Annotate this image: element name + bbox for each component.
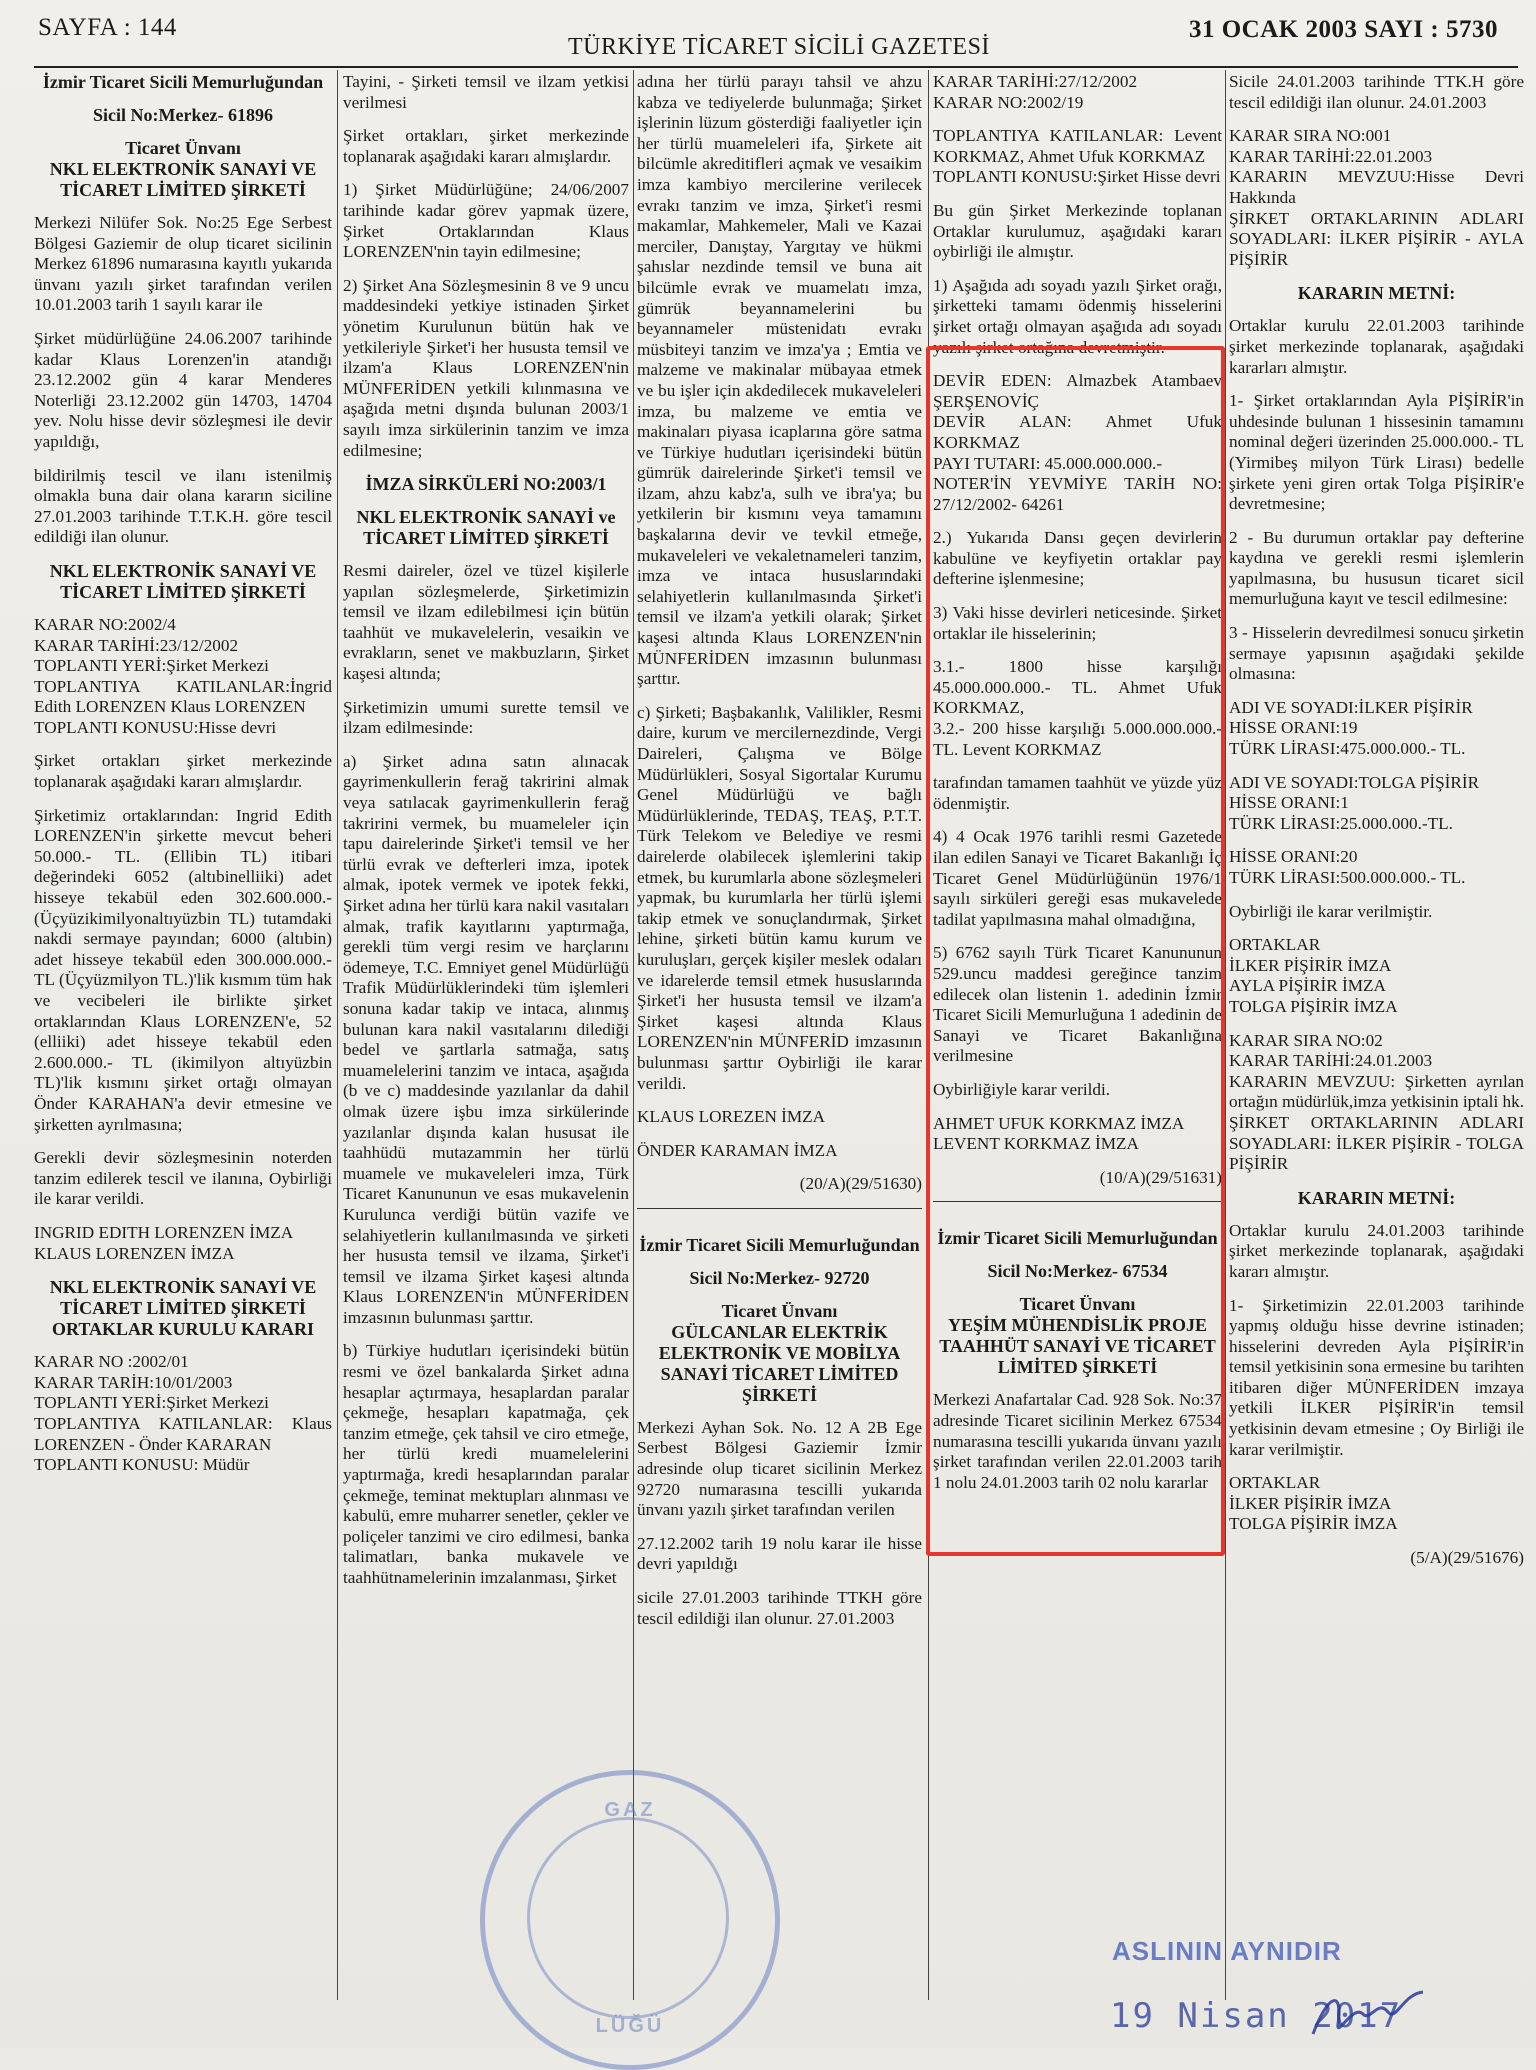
column-divider <box>633 70 634 2000</box>
header-rule <box>34 66 1518 68</box>
paragraph: ORTAKLAR İLKER PİŞİRİR İMZA AYLA PİŞİRİR İMZA TOLGA PİŞİRİR İMZA <box>1229 935 1398 1016</box>
paragraph: Şirketimiz ortaklarından: Ingrid Edith LORENZEN'in şirkette mevcut beheri 50.000.- TL. (Ellibin TL) itibari değerindeki 6052 (altıbinelliiki) adet hisseye tekabül eden 302.600.000.-(Üçyüzikimilyonaltıyüzbin TL) tutamdaki nakdi sermaye payından; 6000 (altıbin) adet hisseye tekabül eden 300.000.000.- TL (Üçyüzmilyon TL.)'lik kısmım tüm hak ve vecibeleri ile birlikte şirket ortaklarından Klaus LORENZEN'e, 52 (elliiki) adet hisseye tekabül eden 2.600.000.- TL (ikimilyon altıyüzbin TL)'lik kısmını şirket ortağı olmayan Önder KARAHAN'a devir etmesine ve şirketten ayrılmasına; <box>34 805 332 1134</box>
section-heading: Ticaret Ünvanı GÜLCANLAR ELEKTRİK ELEKTRONİK VE MOBİLYA SANAYİ TİCARET LİMİTED ŞİRKETİ <box>658 1300 901 1405</box>
paragraph: 5) 6762 sayılı Türk Ticaret Kanununun 529.uncu maddesi gereğince tanzim edilecek olan listenin 1. adedinin İzmir Ticaret Sicili Memurluğuna 1 adedinin de Sanayi ve Ticaret Bakanlığına verilmesine <box>933 943 1222 1066</box>
paragraph: ADI VE SOYADI:İLKER PİŞİRİR HİSSE ORANI:19 TÜRK LİRASI:475.000.000.- TL. <box>1229 697 1473 759</box>
paragraph: 2 - Bu durumun ortaklar pay defterine kaydına ve gerekli resmi işlemlerin yapılmasına, bu hususun ticaret sicil memurluğuna kayıt ve tescil edilmesine: <box>1229 527 1524 609</box>
section-heading: İzmir Ticaret Sicili Memurluğundan <box>42 72 324 92</box>
seal-inner-ring <box>527 1817 729 2019</box>
official-seal <box>480 1770 780 2070</box>
paragraph: c) Şirketi; Başbakanlık, Valilikler, Resmi daire, kurum ve mercilernezdinde, Vergi Daireleri, Çalışma ve Bölge Müdürlükleri, Sosyal Sigortalar Kurumu Genel Müdürlüğü ve bağlı Müdürlüklerinde, TEDAŞ, TEAŞ, P.T.T. Türk Telekom ve Belediye ve resmi dairelerde olabilecek işlemlerini takip etmek, bu kurumlarla abone sözleşmeleri yapmak, bu kurumlarla her türlü işlemi takip etmek ve sonuçlandırmak, Şirket lehine, şirketi bütün kamu kurum ve kuruluşları, gerçek kişiler meslek odaları ve idarelerde temsil etmek hususlarında Şirket'i her hususta temsil ve ilzam'a Şirket kaşesi altında Klaus LORENZEN'nin MÜNFERİD imzasının bulunması şarttır Oybirliği ile karar verildi. <box>637 702 922 1093</box>
paragraph: Merkezi Anafartalar Cad. 928 Sok. No:37 adresinde Ticaret sicilinin Merkez 67534 numarasına tescilli yukarıda ünvanı yazılı şirket tarafından verilen 22.01.2003 tarih 1 nolu 24.01.2003 tarih 02 nolu kararlar <box>933 1390 1222 1492</box>
section-heading: Sicil No:Merkez- 61896 <box>93 105 273 125</box>
paragraph: Resmi daireler, özel ve tüzel kişilerle yapılan sözleşmelerde, Şirketimizin temsil ve ilzam edilebilmesi için bütün taahhüt ve mukavelelerin, vesaikin ve evrakların, senet ve makbuzların, Şirket kaşesi altında; <box>343 561 629 684</box>
paragraph: INGRID EDITH LORENZEN İMZA KLAUS LORENZEN İMZA <box>34 1222 294 1263</box>
reference-code: (10/A)(29/51631) <box>1099 1167 1222 1187</box>
paragraph: bildirilmiş tescil ve ilanı istenilmiş olmakla buna dair olana kararın siciline 27.01.2003 tarihinde T.T.K.H. göre tescil edildiği ilan olunur. <box>34 465 332 547</box>
page-number: SAYFA : 144 <box>38 14 177 41</box>
paragraph: Ortaklar kurulu 24.01.2003 tarihinde şirket merkezinde toplanarak, aşağıdaki kararı almıştır. <box>1229 1220 1524 1281</box>
paragraph: KARAR NO:2002/4 KARAR TARİHİ:23/12/2002 TOPLANTI YERİ:Şirket Merkezi TOPLANTIYA KATILANLAR:İngrid Edith LORENZEN Klaus LORENZEN TOPLANTI KONUSU:Hisse devri <box>34 614 332 737</box>
paragraph: adına her türlü parayı tahsil ve ahzu kabza ve tediyelerde bulunmağa; Şirket işlerinin lüzum gösterdiği faaliyetler için her türlü muameleleri ifa, Şirkete ait bilcümle akreditifleri açmak ve vesaikim imza kambiyo mercilerine verilecek evrakı tanzim ve imza, Şirket'i resmi makamlar, Mahkemeler, Mali ve Kazai merciler, Danıştay, Yargıtay ve hükmi şahıslar nezdinde temsil ve buna ait bilcümle evrak ve muamelatı imza, gümrük beyannamelerini bu beyannameler müstenidatı evrakı müsbiteyi tanzim ve imza'ya ; Emtia ve malzeme ve makinalar mübayaa etmek ve bu işler için akdedilecek mukaveleleri imza, bu malzeme ve emtia ve makinaları piyasa icaplarına göre satma ve Türkiye hudutları içerisindeki bütün gümrük dairelerinde Şirket'i temsil ve ilzam, ahzu kabz'a, sulh ve ibra'ya; bu yetkilerin bir kısmını veya tamamını başkalarına devir ve tevkil etmeğe, mukaveleleri ve vekaletnameleri tanzim, imza ve intaca hususlarındaki selahiyetlerin kullanılmasında Şirket'i temsil ve ilzam'a yetkili olarak; Şirket kaşesi altında Klaus LORENZEN'nin MÜNFERİDEN imzasının bulunması şarttır. <box>637 72 922 689</box>
paragraph: KARAR SIRA NO:001 KARAR TARİHİ:22.01.2003 KARARIN MEVZUU:Hisse Devri Hakkında ŞİRKET ORTAKLARININ ADLARI SOYADLARI: İLKER PİŞİRİR - AYLA PİŞİRİR <box>1229 126 1524 269</box>
section-heading: KARARIN METNİ: <box>1297 283 1456 304</box>
seal-text-bottom: LÜĞÜ <box>595 2015 665 2037</box>
paragraph: 1) Aşağıda adı soyadı yazılı Şirket orağı, şirketteki tamamı ödenmiş hisselerini şirket ortağı olmayan aşağıda adı soyadı yazılı şirket ortağına devretmiştir. <box>933 275 1222 357</box>
paragraph: 1) Şirket Müdürlüğüne; 24/06/2007 tarihinde kadar görev yapmak üzere, Şirket Ortaklarından Klaus LORENZEN'nin tayin edilmesine; <box>343 180 629 262</box>
column-divider <box>337 70 338 2000</box>
paragraph: 1- Şirket ortaklarından Ayla PİŞİRİR'in uhdesinde bulunan 1 hissesinin tamamını nominal değeri üzerinden 25.000.000.- TL (Yirmibeş milyon Türk Lirası) bedelle şirkete yeni giren ortak Tolga PİŞİRİR'e devretmesine; <box>1229 391 1524 514</box>
section-heading: KARARIN METNİ: <box>1297 1187 1456 1208</box>
column-divider <box>1225 70 1226 2000</box>
paragraph: ORTAKLAR İLKER PİŞİRİR İMZA TOLGA PİŞİRİR İMZA <box>1229 1473 1398 1534</box>
seal-text-top: GAZ <box>604 1799 656 1821</box>
paragraph: Sicile 24.01.2003 tarihinde TTK.H göre tescil edildiği ilan olunur. 24.01.2003 <box>1229 72 1524 112</box>
paragraph: Şirket ortakları şirket merkezinde toplanarak aşağıdaki kararı almışlardır. <box>34 751 332 792</box>
paragraph: DEVİR EDEN: Almazbek Atambaev ŞERŞENOVİÇ DEVİR ALAN: Ahmet Ufuk KORKMAZ PAYI TUTARI: 45.000.000.000.- NOTER'İN YEVMİYE TARİH NO: 27/12/2002- 64261 <box>933 371 1222 514</box>
paragraph: Gerekli devir sözleşmesinin noterden tanzim edilerek tescil ve ilanına, Oybirliği ile karar verildi. <box>34 1148 332 1209</box>
paragraph: Şirketimizin umumi surette temsil ve ilzam edilmesinde: <box>343 697 629 738</box>
paragraph: 3 - Hisselerin devredilmesi sonucu şirketin sermaye yapısının aşağıdaki şekilde olmasına: <box>1229 623 1524 684</box>
section-heading: İMZA SİRKÜLERİ NO:2003/1 <box>365 474 607 495</box>
paragraph: 2) Şirket Ana Sözleşmesinin 8 ve 9 uncu maddesindeki yetkiye istinaden Şirket yönetim Kurulunun bütün hak ve yetkileriyle Şirket'i her hususta temsil ve ilzam'a Klaus LORENZEN'nin MÜNFERİDEN yetkili kılınmasına ve aşağıda metni dışında bulunan 2003/1 sayılı imza sirkülerinin tanzim ve imza edilmesine; <box>343 275 629 460</box>
paragraph: 2.) Yukarıda Dansı geçen devirlerin kabulüne ve keyfiyetin ortaklar pay defterine işlenmesine; <box>933 528 1222 589</box>
gazette-title: TÜRKİYE TİCARET SİCİLİ GAZETESİ <box>568 34 990 60</box>
highlight-box <box>926 346 1225 1556</box>
paragraph: KARAR SIRA NO:02 KARAR TARİHİ:24.01.2003 KARARIN MEVZUU: Şirketten ayrılan ortağın müdürlük,imza yetkisinin iptali hk. ŞİRKET ORTAKLARININ ADLARI SOYADLARI: İLKER PİŞİRİR - TOLGA PİŞİRİR <box>1229 1030 1524 1174</box>
paragraph: 3) Vaki hisse devirleri neticesinde. Şirket ortaklar ile hisselerinin; <box>933 603 1222 643</box>
issue-date-number: 31 OCAK 2003 SAYI : 5730 <box>1188 16 1498 43</box>
handwritten-date: 19 Nisan 2017 <box>1110 1996 1403 2036</box>
paragraph: TOPLANTIYA KATILANLAR: Levent KORKMAZ, Ahmet Ufuk KORKMAZ TOPLANTI KONUSU:Şirket Hisse devri <box>933 126 1222 187</box>
section-heading: İzmir Ticaret Sicili Memurluğundan <box>937 1228 1218 1249</box>
paragraph: Tayini, - Şirketi temsil ve ilzam yetkisi verilmesi <box>343 72 629 112</box>
section-heading: Sicil No:Merkez- 67534 <box>987 1261 1168 1282</box>
section-heading: İzmir Ticaret Sicili Memurluğundan <box>639 1234 920 1255</box>
column-1 <box>34 72 332 1972</box>
reference-code: (20/A)(29/51630) <box>799 1174 922 1194</box>
paragraph: Şirket müdürlüğüne 24.06.2007 tarihinde kadar Klaus Lorenzen'in atandığı 23.12.2002 gün 4 karar Menderes Noterliği 23.12.2002 gün 14703, 14704 yev. Nolu hisse devir sözleşmesi ile devir yapıldığı, <box>34 328 332 451</box>
paragraph: b) Türkiye hudutları içerisindeki bütün resmi ve özel bankalarda Şirket adına hesaplar açtırmaya, hesaplardan paralar çekmeğe, hesapları kapatmağa, çek tanzim etmeğe, çek tahsil ve ciro etmeğe, her türlü kredi muamelelerini yaptırmağa, kredi hesaplarından paralar çekmeğe, teminat mektupları alınması ve kabulü, emre muharrer senetler, çekler ve poliçeler tanzimi ve ciro edilmesi, banka talimatları, banka mukavele ve taahhütnamelerinin imzalanması, Şirket <box>343 1341 629 1587</box>
paragraph: AHMET UFUK KORKMAZ İMZA LEVENT KORKMAZ İMZA <box>933 1113 1185 1154</box>
paragraph: ADI VE SOYADI:TOLGA PİŞİRİR HİSSE ORANI:1 TÜRK LİRASI:25.000.000.-TL. <box>1229 772 1480 833</box>
paragraph: KLAUS LOREZEN İMZA <box>637 1107 826 1127</box>
paragraph: Oybirliğiyle karar verildi. <box>933 1079 1111 1099</box>
column-5 <box>1229 72 1524 1972</box>
paragraph: Bu gün Şirket Merkezinde toplanan Ortaklar kurulumuz, aşağıdaki kararı oybirliği ile almıştır. <box>933 200 1222 262</box>
paragraph: 27.12.2002 tarih 19 nolu karar ile hisse devri yapıldığı <box>637 1533 922 1574</box>
signature-icon <box>1308 1984 1428 2044</box>
paragraph: Merkezi Nilüfer Sok. No:25 Ege Serbest Bölgesi Gaziemir de olup ticaret sicilinin Merkez 61896 numarasına kayıtlı yukarıda ünvanı yazılı şirket tarafından verilen 10.01.2003 tarih 1 sayılı karar ile <box>34 213 332 315</box>
column-2 <box>343 72 629 1972</box>
column-3 <box>637 72 922 1972</box>
paragraph: tarafından tamamen taahhüt ve yüzde yüz ödenmiştir. <box>933 773 1222 813</box>
section-heading: Sicil No:Merkez- 92720 <box>689 1267 870 1288</box>
paragraph: Ortaklar kurulu 22.01.2003 tarihinde şirket merkezinde toplanarak, aşağıdaki kararları almıştır. <box>1229 316 1524 377</box>
section-divider <box>637 1208 922 1209</box>
paragraph: Oybirliği ile karar verilmiştir. <box>1229 901 1433 921</box>
reference-code: (5/A)(29/51676) <box>1410 1548 1524 1568</box>
paragraph: ÖNDER KARAMAN İMZA <box>637 1140 838 1160</box>
section-heading: NKL ELEKTRONİK SANAYİ VE TİCARET LİMİTED ŞİRKETİ <box>49 560 317 602</box>
page-header <box>30 8 1516 64</box>
paragraph: Şirket ortakları, şirket merkezinde toplanarak aşağıdaki kararı almışlardır. <box>343 126 629 166</box>
section-heading: NKL ELEKTRONİK SANAYİ VE TİCARET LİMİTED ŞİRKETİ ORTAKLAR KURULU KARARI <box>49 1277 317 1340</box>
section-heading: Ticaret Ünvanı YEŞİM MÜHENDİSLİK PROJE TAAHHÜT SANAYİ VE TİCARET LİMİTED ŞİRKETİ <box>939 1294 1216 1378</box>
paragraph: a) Şirket adına satın alınacak gayrimenkullerin ferağ takririni almak veya satılacak gayrimenkullerin ferağ takririni vermek, bu muameleler için tapu dairelerinde Şirket'i temsil ve her türlü evrak ve defterleri imza, ipotek almak, ipotek vermek ve ipotek fekki, Şirket adına her türlü kara nakil vasıtaları almak, trafik kayıtlarını yaptırmağa, gerekli tüm vergi resim ve harçlarını ödemeye, T.C. Emniyet genel Müdürlüğü Trafik Müdürlüklerindeki tüm işlemleri sonuna kadar takip ve intaca, alınmış bulunan kara nakil vasıtalarını dilediği bedel ve şartlarla satmağa, satış muamelelerini tanzim ve intaca, aşağıda (b ve c) maddesinde yazılanlar da dahil olmak üzere işbu imza sirkülerinde yazılanlar dışında kalan hususat ile taahhüdü mutazammin her türlü muamele ve mukaveleleri imza, Türk Ticaret Kanununun ve esas mukavelenin Kurulunca verdiği bütün vazife ve selahiyetlerin kullanılmasında ve şirketi her hususta temsil ve ilzama, Şirket'i temsil ve ilzama Şirket kaşesi altında Klaus LORENZEN'in MÜNFERİDEN imzasının bulunması şarttır. <box>343 751 629 1327</box>
certified-copy-stamp: ASLININ AYNIDIR <box>1112 1936 1342 1966</box>
paragraph: KARAR NO :2002/01 KARAR TARİH:10/01/2003 TOPLANTI YERİ:Şirket Merkezi TOPLANTIYA KATILANLAR: Klaus LORENZEN - Önder KARARAN TOPLANTI KONUSU: Müdür <box>34 1352 332 1475</box>
section-heading: NKL ELEKTRONİK SANAYİ ve TİCARET LİMİTED ŞİRKETİ <box>356 507 616 549</box>
paragraph: Merkezi Ayhan Sok. No. 12 A 2B Ege Serbest Bölgesi Gaziemir İzmir adresinde olup ticaret sicilinin Merkez 92720 numarasına tescilli yukarıda ünvanı yazılı şirket tarafından verilen <box>637 1417 922 1520</box>
paragraph: 3.1.- 1800 hisse karşılığı 45.000.000.000.- TL. Ahmet Ufuk KORKMAZ, 3.2.- 200 hisse karşılığı 5.000.000.000.- TL. Levent KORKMAZ <box>933 657 1222 759</box>
paragraph: 4) 4 Ocak 1976 tarihli resmi Gazetede ilan edilen Sanayi ve Ticaret Bakanlığı İç Ticaret Genel Müdürlüğünün 1976/1 sayılı sirküleri gereği esas mukavelede tadilat yapılmasına mahal olmadığına, <box>933 827 1222 929</box>
section-heading: Ticaret Ünvanı NKL ELEKTRONİK SANAYİ VE TİCARET LİMİTED ŞİRKETİ <box>49 138 317 200</box>
paragraph: KARAR TARİHİ:27/12/2002 KARAR NO:2002/19 <box>933 72 1138 112</box>
paragraph: HİSSE ORANI:20 TÜRK LİRASI:500.000.000.- TL. <box>1229 847 1466 887</box>
paragraph: sicile 27.01.2003 tarihinde TTKH göre tescil edildiği ilan olunur. 27.01.2003 <box>637 1588 922 1628</box>
paragraph: 1- Şirketimizin 22.01.2003 tarihinde yapmış olduğu hisse devrine istinaden; hisselerini devreden Ayla PİŞİRİR'in temsil yetkisinin sona ermesine bu tarihten itibaren diğer MÜNFERİDEN imzaya yetkili İLKER PİŞİRİR'in temsil yetkisinin devam etmesine ; Oy Birliği ile karar verilmiştir. <box>1229 1295 1524 1459</box>
